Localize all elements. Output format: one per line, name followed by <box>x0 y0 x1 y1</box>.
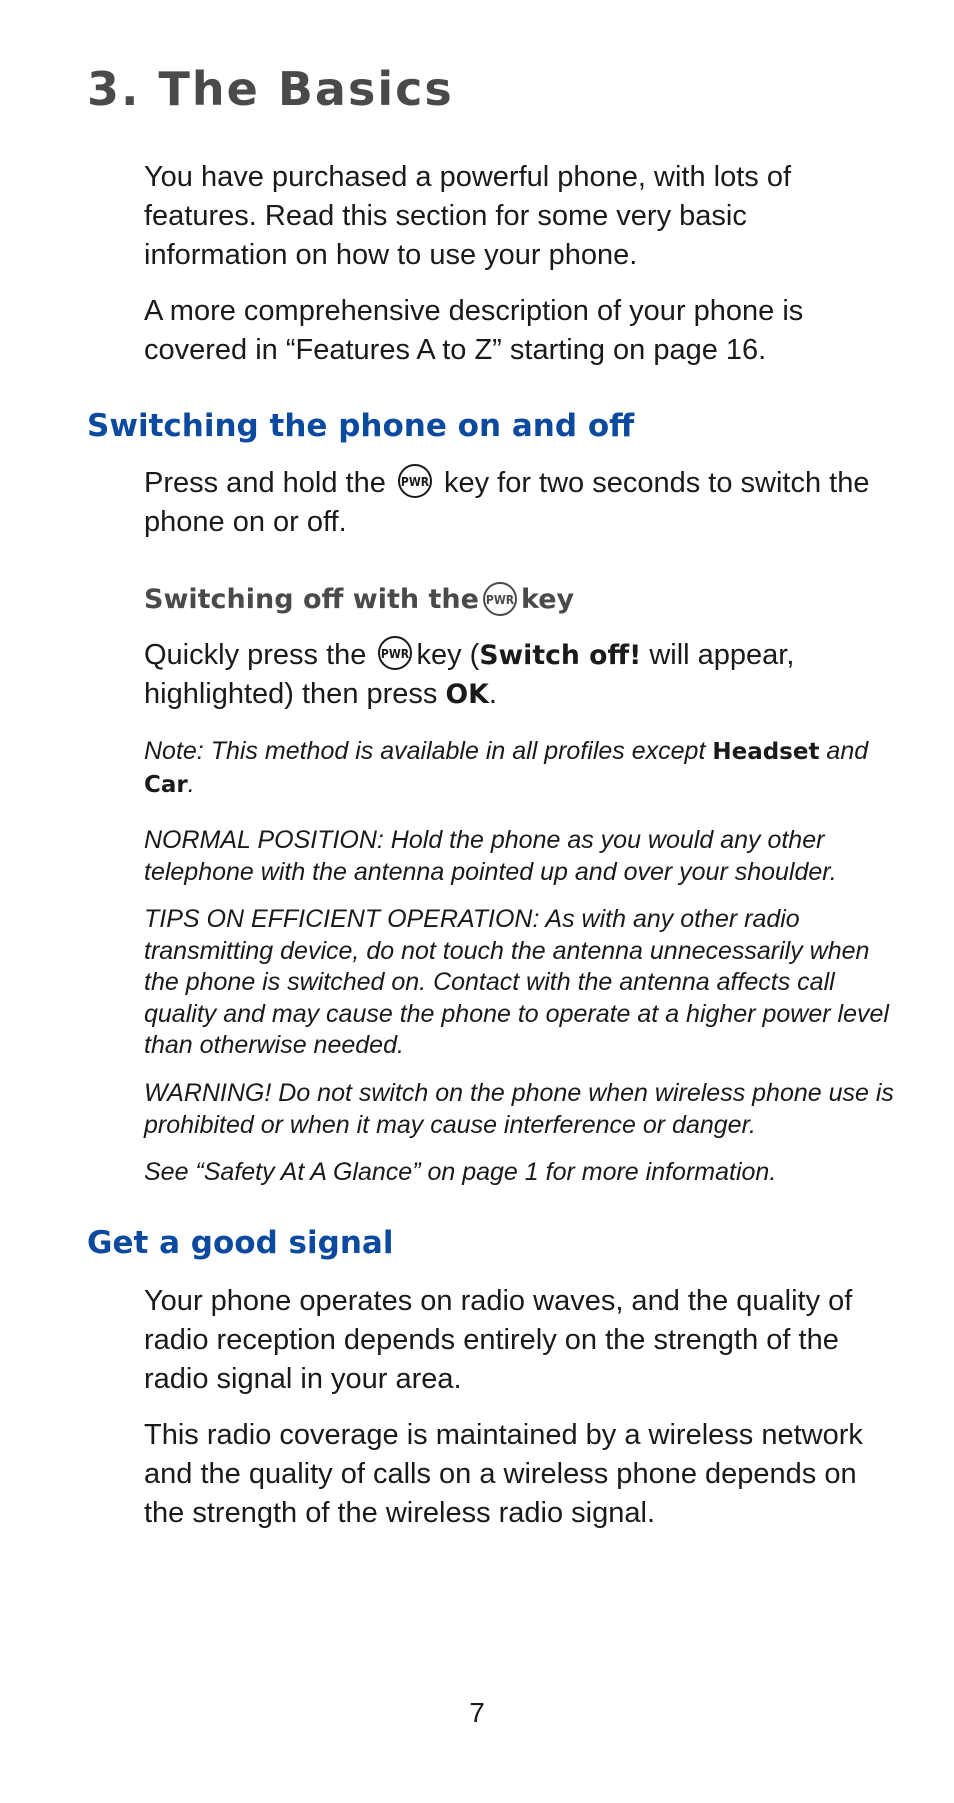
switch-off-paragraph <box>144 636 894 714</box>
signal-paragraph-2: This radio coverage is maintained by a wireless network and the quality of calls on a wireless phone depends on the strength of the wireless radio signal. <box>144 1419 863 1529</box>
power-key-icon <box>377 635 413 671</box>
note-and: and <box>826 737 869 765</box>
switch-off-text-key-paren: key ( <box>416 639 480 671</box>
ui-term-car: Car <box>144 771 188 798</box>
page-number: 7 <box>469 1697 485 1728</box>
switch-off-text-before-key: Quickly press the <box>144 639 367 671</box>
section-heading-switching: Switching the phone on and off <box>87 408 635 444</box>
power-key-icon <box>482 581 518 617</box>
switching-text-before-key: Press and hold the <box>144 467 386 499</box>
switch-off-text-mid: will appear, highlighted) then press <box>144 639 795 710</box>
warning-note: WARNING! Do not switch on the phone when wireless phone use is prohibited or when it may cause interference or danger. <box>144 1079 894 1139</box>
subheading-switching-off <box>144 581 574 617</box>
section-heading-signal: Get a good signal <box>87 1225 394 1261</box>
efficient-operation-tips: TIPS ON EFFICIENT OPERATION: As with any other radio transmitting device, do not touch the antenna unnecessarily when the phone is switched on. Contact with the antenna affects call quality and may cause the phone to operate at a higher power level than otherwise needed. <box>144 905 889 1059</box>
safety-reference: See “Safety At A Glance” on page 1 for more information. <box>144 1158 777 1186</box>
ui-term-switch-off: Switch off! <box>479 640 642 671</box>
ui-term-headset: Headset <box>712 739 820 765</box>
power-key-label: PWR <box>400 475 429 490</box>
ui-term-ok: OK <box>445 679 489 710</box>
note-prefix: Note: This method is available in all profiles except <box>144 737 706 765</box>
switching-paragraph <box>144 464 894 542</box>
chapter-title: 3. The Basics <box>87 62 454 116</box>
signal-paragraph-1: Your phone operates on radio waves, and the quality of radio reception depends entirely on the strength of the radio signal in your area. <box>144 1285 853 1395</box>
power-key-label: PWR <box>485 593 515 607</box>
intro-paragraph-2: A more comprehensive description of your phone is covered in “Features A to Z” starting on page 16. <box>144 295 804 366</box>
normal-position-note: NORMAL POSITION: Hold the phone as you would any other telephone with the antenna pointed up and over your shoulder. <box>144 826 837 886</box>
profiles-note <box>144 736 894 801</box>
switching-text-after-key: key for two seconds to switch the phone on or off. <box>144 467 870 538</box>
subheading-text-before-key: Switching off with the <box>144 583 479 615</box>
subheading-text-after-key: key <box>520 583 575 615</box>
switch-off-text-end: . <box>488 678 497 710</box>
intro-paragraph-1: You have purchased a powerful phone, with lots of features. Read this section for some very basic information on how to use your phone. <box>144 161 792 271</box>
power-key-icon <box>397 463 433 499</box>
power-key-label: PWR <box>381 647 410 662</box>
note-end: . <box>187 769 195 798</box>
